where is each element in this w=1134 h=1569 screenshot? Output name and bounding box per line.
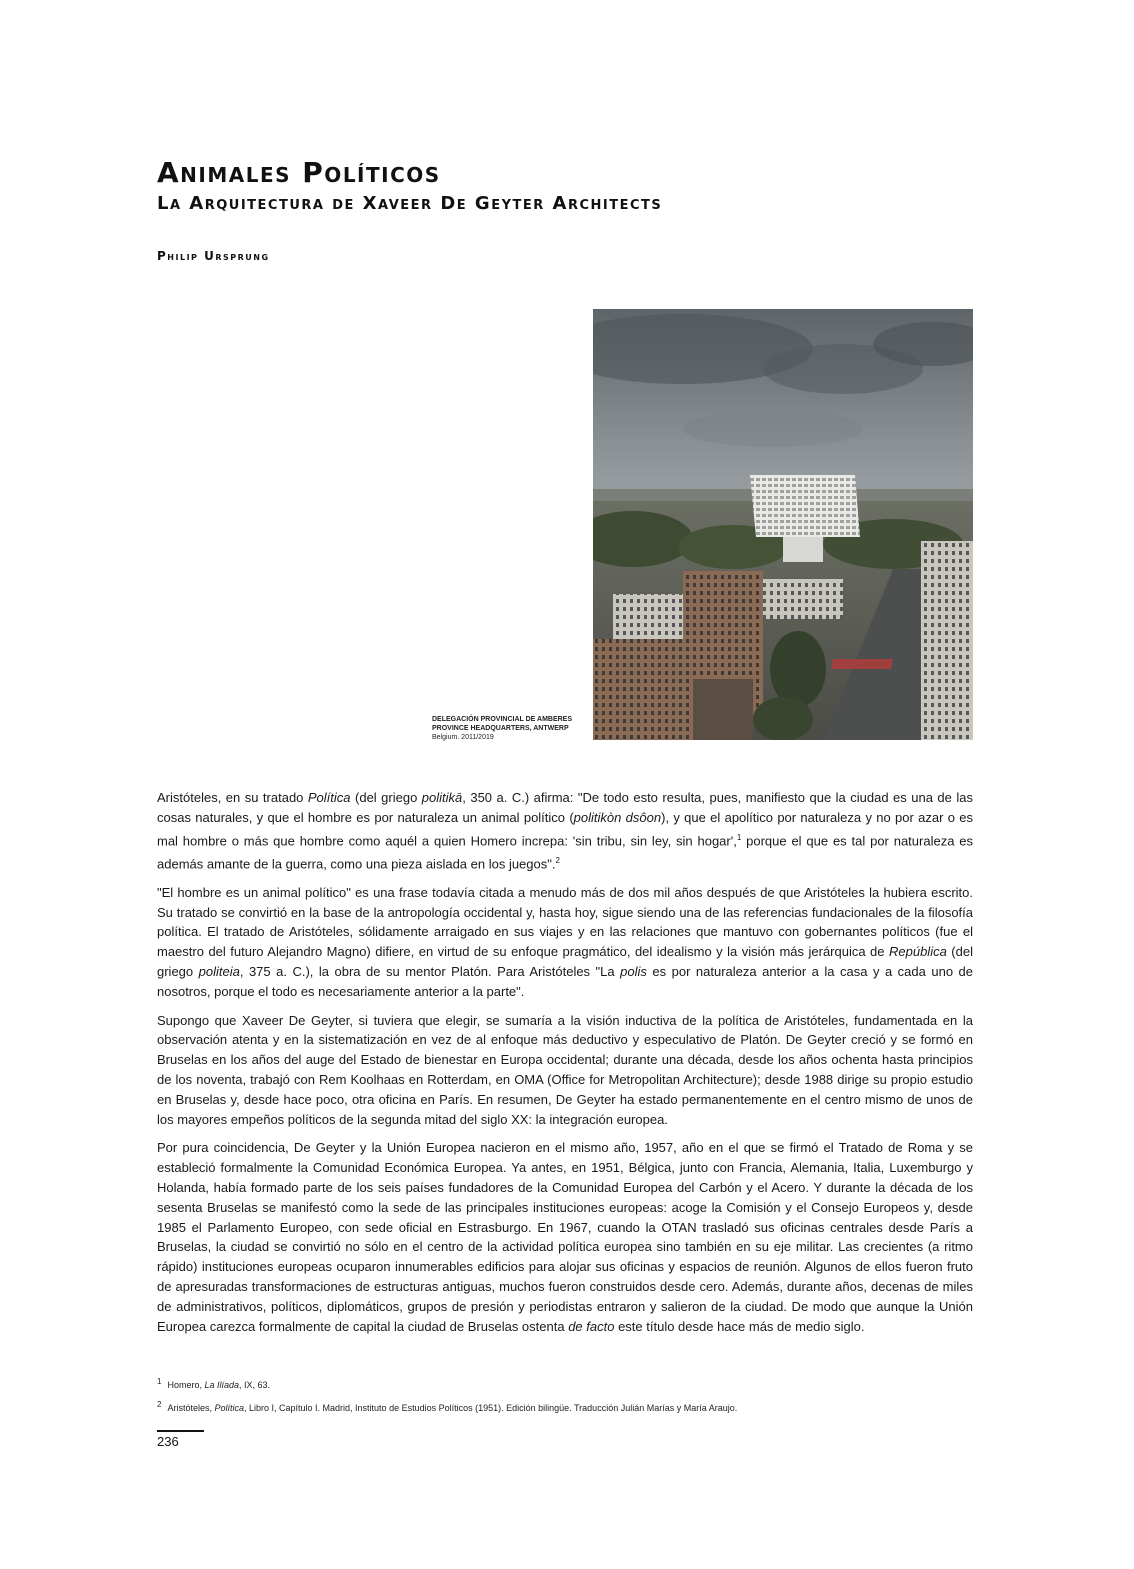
text-run: Aristóteles,	[167, 1403, 215, 1413]
text-run: , Libro I, Capítulo I. Madrid, Instituto de Estudios Políticos (1951). Edición bilingüe. Traducción Julián Marías y María Araujo.	[244, 1403, 738, 1413]
text-run: ), y que el apolítico por naturaleza y no por azar o es mal hombre o más que hombre como aquél a quien Homero increpa: 'sin tribu, sin ley, sin hogar',	[157, 809, 974, 848]
italic-term: Política	[307, 790, 351, 805]
italic-term: La Ilíada	[204, 1380, 239, 1390]
article-title: Animales Políticos	[157, 156, 441, 189]
italic-term: Política	[214, 1403, 244, 1413]
text-run: este título desde hace más de medio siglo.	[614, 1318, 865, 1334]
footnote-1	[157, 1376, 973, 1391]
page-number: 236	[157, 1434, 179, 1449]
italic-term: politikòn dsôon	[573, 809, 662, 825]
author-name: Philip Ursprung	[157, 249, 270, 263]
footnote-number: 1	[157, 1377, 162, 1386]
text-run: , IX, 63.	[239, 1380, 271, 1390]
text-run: Aristóteles, en su tratado	[157, 790, 308, 805]
text-run: "El hombre es un animal político" es una frase todavía citada a menudo más de dos mil años después de que Aristóteles la hubiera escrito. Su tratado se convirtió en la base de la antropología occidental y, hasta hoy, sigue siendo una de las referencias fundacionales de la filosofía política. El tratado de Aristóteles, sólidamente arraigado en sus viajes y en las relaciones que mantuvo con gobernantes políticos (fue el maestro del futuro Alejandro Magno) difiere, en virtud de su enfoque pragmático, del idealismo y la visión más jerárquica de	[157, 884, 973, 960]
italic-term: politikā	[421, 790, 463, 805]
footnote-ref: 1	[736, 832, 742, 842]
photo-caption	[432, 715, 592, 742]
text-run: , 375 a. C.), la obra de su mentor Platón. Para Aristóteles "La	[239, 964, 621, 980]
footnote-number: 2	[157, 1400, 162, 1409]
footnotes	[157, 1376, 973, 1422]
text-run: (del griego	[350, 790, 422, 805]
italic-term: República	[889, 944, 947, 960]
text-run: , 350 a. C.) afirma: "De todo esto resulta, pues, manifiesto que la ciudad es una de las cosas naturales, y que el hombre es por naturaleza un animal político (	[157, 790, 973, 825]
footnote-ref: 2	[555, 855, 560, 865]
paragraph-1	[157, 788, 973, 874]
article-body	[157, 788, 973, 1345]
caption-line-3: Belgium. 2011/2019	[432, 734, 494, 741]
italic-term: politeia	[198, 964, 240, 980]
paragraph-2	[157, 883, 973, 1002]
footnote-2	[157, 1399, 973, 1414]
paragraph-3: Supongo que Xaveer De Geyter, si tuviera que elegir, se sumaría a la visión inductiva de la política de Aristóteles, fundamentada en la observación atenta y en la sistematización en vez de al enfoque más deductivo y especulativo de Platón. De Geyter creció y se formó en Bruselas en los años del auge del Estado de bienestar en Europa occidental; durante una década, desde los años ochenta hasta principios de los noventa, trabajó con Rem Koolhaas en Rotterdam, en OMA (Office for Metropolitan Architecture); desde 1988 dirige su propio estudio en Bruselas y, desde hace poco, otra oficina en París. En resumen, De Geyter ha estado permanentemente en el centro mismo de unos de los mayores empeños políticos de la segunda mitad del siglo XX: la integración europea.	[157, 1012, 973, 1127]
building-photo	[593, 309, 973, 740]
text-run: porque el que es tal por naturaleza es además amante de la guerra, como una pieza aislada en los juegos".	[157, 832, 973, 872]
caption-line-1: DELEGACIÓN PROVINCIAL DE AMBERES	[432, 716, 573, 723]
text-run: es por naturaleza anterior a la casa y a cada uno de nosotros, porque el todo es necesariamente anterior a la parte".	[157, 964, 974, 999]
page-number-rule	[157, 1430, 204, 1432]
italic-term: de facto	[568, 1318, 615, 1334]
text-run: Por pura coincidencia, De Geyter y la Unión Europea nacieron en el mismo año, 1957, año en el que se firmó el Tratado de Roma y se estableció formalmente la Comunidad Económica Europea. Ya antes, en 1951, Bélgica, junto con Francia, Alemania, Italia, Luxemburgo y Holanda, había formado parte de los seis países fundadores de la Comunidad Europea del Carbón y el Acero. Y durante la década de los sesenta Bruselas se manifestó como la sede de las principales instituciones europeas: acoge la Comisión y el Consejo Europeos y, desde 1985 el Parlamento Europeo, con sede oficial en Estrasburgo. En 1967, cuando la OTAN trasladó sus oficinas centrales desde París a Bruselas, la ciudad se convirtió no sólo en el centro de la actividad política europea sino también en su eje militar. Las crecientes (a ritmo rápido) instituciones europeas ocuparon innumerables edificios para alojar sus oficinas y espacios de reunión. Algunos de ellos fueron fruto de apresuradas transformaciones de estructuras antiguas, muchos fueron construidos desde cero. Además, durante años, decenas de miles de administrativos, políticos, diplomáticos, grupos de presión y periodistas entraron y salieron de la ciudad. De modo que aunque la Unión Europea carezca formalmente de capital la ciudad de Bruselas ostenta	[157, 1140, 973, 1334]
text-run: Homero,	[167, 1380, 205, 1390]
italic-term: polis	[620, 964, 647, 980]
paragraph-4	[157, 1138, 973, 1336]
article-subtitle: La Arquitectura de Xaveer De Geyter Architects	[157, 193, 663, 214]
caption-line-2: PROVINCE HEADQUARTERS, ANTWERP	[432, 725, 569, 732]
text-run: (del griego	[157, 944, 973, 980]
